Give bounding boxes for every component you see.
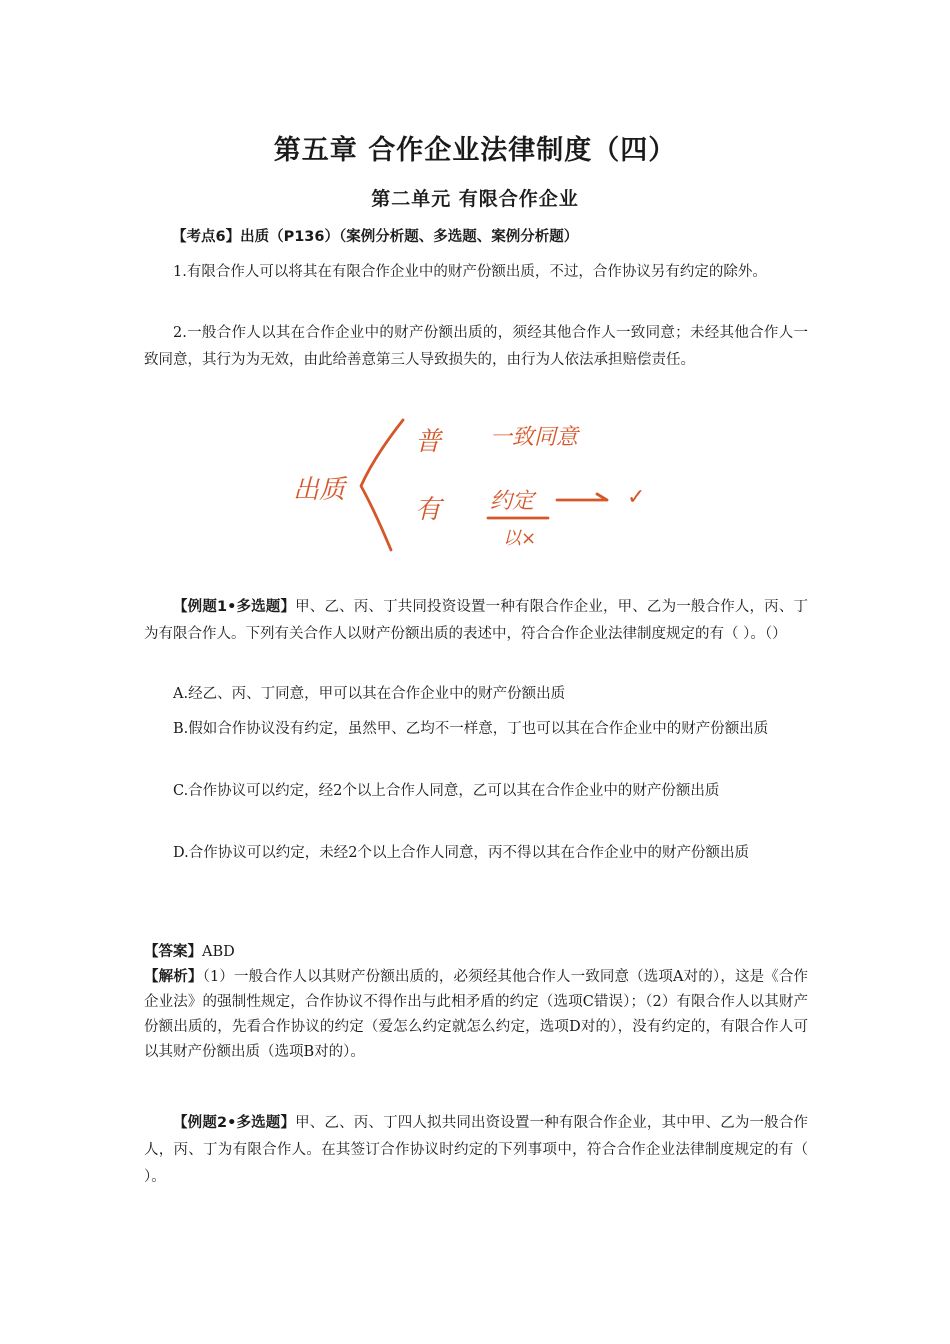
sketch-top-branch: 普 (415, 427, 442, 457)
example-1-option-c: C.合作协议可以约定，经2个以上合作人同意，乙可以其在合作企业中的财产份额出质 (173, 783, 720, 799)
example-2-stem-text: 甲、乙、丙、丁四人拟共同出资设置一种有限合作企业，其中甲、乙为一般合作人，丙、丁为有限合作人。在其签订合作协议时约定的下列事项中，符合合作企业法律制度规定的有（ ）。 (144, 1115, 808, 1185)
example-1-stem-text: 甲、乙、丙、丁共同投资设置一种有限合作企业，甲、乙为一般合作人，丙、丁为有限合作人。下列有关合作人以财产份额出质的表述中，符合合作企业法律制度规定的有（ ）。（） (144, 599, 808, 642)
handwritten-sketch (285, 408, 665, 558)
analysis-paragraph (144, 965, 808, 1065)
example-1-option-b: B.假如合作协议没有约定，虽然甲、乙均不一样意，丁也可以其在合作企业中的财产份额出质 (173, 721, 769, 737)
sketch-bottom-sub: 以× (503, 528, 537, 549)
sketch-top-note: 一致同意 (490, 425, 579, 450)
answer-label: 【答案】 (144, 944, 202, 960)
topic-heading: 【考点6】出质（P136）（案例分析题、多选题、案例分析题） (172, 229, 579, 245)
example-1-stem (144, 594, 808, 648)
arrow-mark (557, 494, 607, 500)
example-1-option-a: A.经乙、丙、丁同意，甲可以其在合作企业中的财产份额出质 (173, 686, 566, 702)
answer-line (144, 940, 808, 965)
brace-mark (361, 420, 403, 550)
sketch-left-label: 出质 (293, 475, 346, 505)
example-2-label: 【例题2•多选题】 (173, 1115, 296, 1131)
unit-title: 第二单元 有限合作企业 (371, 188, 579, 210)
example-2-stem (144, 1110, 808, 1191)
chapter-title: 第五章 合作企业法律制度（四） (273, 135, 677, 166)
example-1-label: 【例题1•多选题】 (173, 599, 296, 615)
analysis-label: 【解析】 (144, 969, 203, 985)
sketch-bottom-note: 约定 (490, 489, 535, 514)
analysis-text: （1）一般合作人以其财产份额出质的，必须经其他合作人一致同意（选项A对的），这是《合作企业法》的强制性规定，合作协议不得作出与此相矛盾的约定（选项C错误）；（2）有限合作人以其财产份额出质的，先看合作协议的约定（爱怎么约定就怎么约定，选项D对的），没有约定的，有限合作人可以其财产份额出质（选项B对的）。 (144, 969, 809, 1060)
rule-2: 2.一般合作人以其在合作企业中的财产份额出质的，须经其他合作人一致同意；未经其他合作人一致同意，其行为为无效，由此给善意第三人导致损失的，由行为人依法承担赔偿责任。 (144, 325, 808, 368)
sketch-bottom-branch: 有 (415, 495, 442, 525)
example-1-option-d: D.合作协议可以约定，未经2个以上合作人同意，丙不得以其在合作企业中的财产份额出质 (173, 845, 749, 861)
rule-1: 1.有限合作人可以将其在有限合作企业中的财产份额出质，不过，合作协议另有约定的除外。 (173, 264, 767, 280)
answer-value: ABD (202, 944, 235, 960)
check-mark: ✓ (627, 485, 646, 510)
